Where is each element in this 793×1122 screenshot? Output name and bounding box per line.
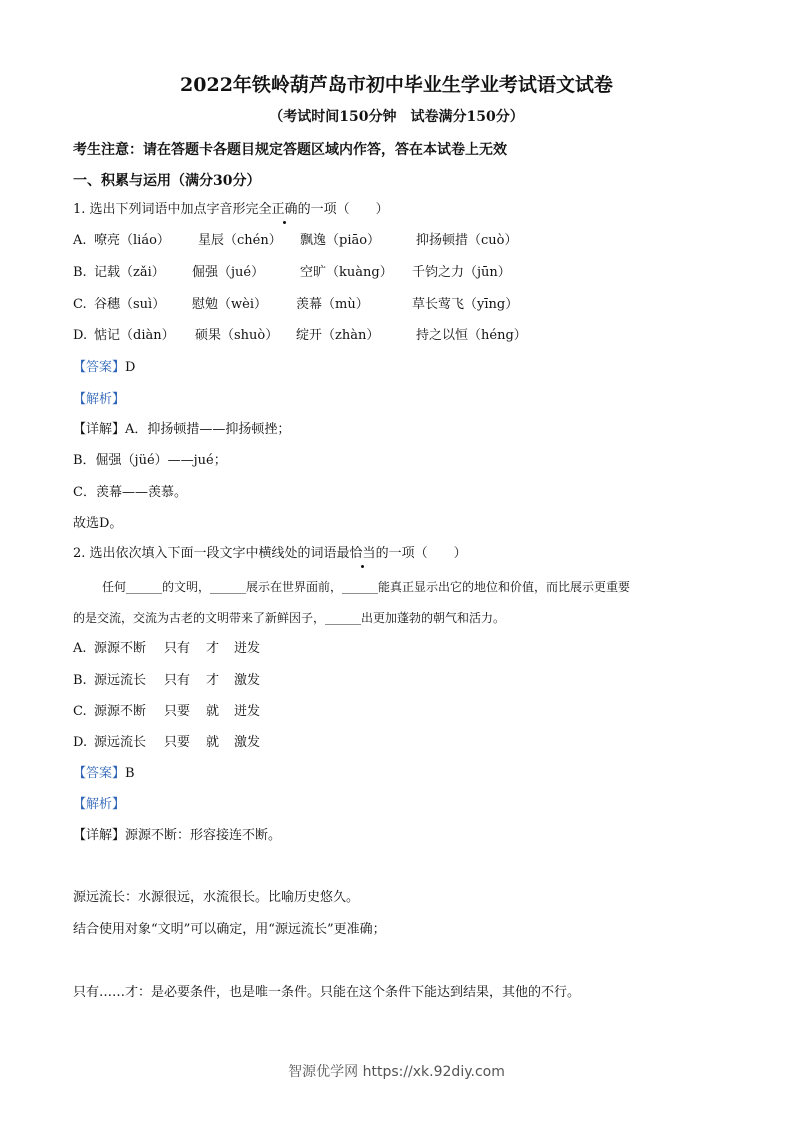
answer-tag: 【答案】 [73,766,126,781]
answer-value: B [125,766,135,781]
answer-2 [73,765,135,783]
question-2-passage-line-2: 的是交流，交流为古老的文明带来了新鲜因子，______出更加蓬勃的朝气和活力。 [73,611,506,625]
emphasis-dotted: 正确 [271,202,298,217]
analysis-tag-1: 【解析】 [73,392,126,407]
section-heading: 一、积累与运用（满分30分） [73,173,261,189]
exam-title: 2022年铁岭葫芦岛市初中毕业生学业考试语文试卷 [180,74,613,96]
answer-tag: 【答案】 [73,360,126,375]
detail-2-a: 【详解】源源不断：形容接连不断。 [73,828,282,843]
emphasis-dotted: 恰当 [349,546,376,561]
question-2-passage-line-1: 任何______的文明，______展示在世界面前，______能真正显示出它的地位和价值，而比展示更重要 [102,580,631,594]
analysis-tag-2: 【解析】 [73,797,126,812]
exam-page: 2022年铁岭葫芦岛市初中毕业生学业考试语文试卷 （考试时间150分钟 试卷满分150分） 考生注意：请在答题卡各题目规定答题区域内作答，答在本试卷上无效 一、积累与运用（满分30分） 1. 选出下列词语中加点字音形完全正确的一项（ ） A. 嘹亮（liáo） 星辰（chén） 飘逸（piāo） 抑扬顿措（cuò） B. 记载（zǎi） 倔强（jué） 空旷（kuàng） 千钧之力（jūn） C. 谷穗（suì） 慰勉（wèi） 羡幕（mù） 草长莺飞（yīng） D. 惦记（diàn） 硕果（shuò） 绽开（zhàn） 持之以恒（héng） 【答案】D 【解析】 【详解】A．抑扬顿措——抑扬顿挫； B．倔强（jüé）——jué； C．羡幕——羡慕。 故选D。 2. 选出依次填入下面一段文字中横线处的词语最恰当的一项（ ） 任何______的文明，______展示在世界面前，______能真正显示出它的地位和价值，而比展示更重要 的是交流，交流为古老的文明带来了新鲜因子，______出更加蓬勃的朝气和活力。 A. 源源不断 只有 才 迸发 B. 源远流长 只有 才 激发 C. 源源不断 只要 就 迸发 D. 源远流长 只要 就 激发 【答案】B 【解析】 【详解】源源不断：形容接连不断。 源远流长：水源很远，水流很长。比喻历史悠久。 结合使用对象“文明”可以确定，用“源远流长”更准确； 只有……才：是必要条件，也是唯一条件。只能在这个条件下能达到结果，其他的不行。 智源优学网 https://xk.92diy.com [0,0,793,1122]
question-2-stem: 2. 选出依次填入下面一段文字中横线处的词语最恰当的一项（ ） [73,546,467,561]
footer-watermark: 智源优学网 https://xk.92diy.com [288,1064,505,1080]
answer-1 [73,359,135,377]
detail-1-c: C．羡幕——羡慕。 [73,485,187,500]
question-1-stem: 1. 选出下列词语中加点字音形完全正确的一项（ ） [73,202,389,217]
detail-2-b: 源远流长：水源很远，水流很长。比喻历史悠久。 [73,890,360,905]
detail-1-b: B．倔强（jüé）——jué； [73,453,227,468]
answer-value: D [125,360,136,375]
conclusion-1: 故选D。 [73,516,123,531]
detail-2-c: 结合使用对象“文明”可以确定，用“源远流长”更准确； [73,922,386,937]
detail-2-d: 只有……才：是必要条件，也是唯一条件。只能在这个条件下能达到结果，其他的不行。 [73,985,581,1000]
exam-subtitle: （考试时间150分钟 试卷满分150分） [269,109,524,125]
detail-1-a: 【详解】A．抑扬顿措——抑扬顿挫； [73,422,291,437]
exam-notice: 考生注意：请在答题卡各题目规定答题区域内作答，答在本试卷上无效 [73,142,507,158]
